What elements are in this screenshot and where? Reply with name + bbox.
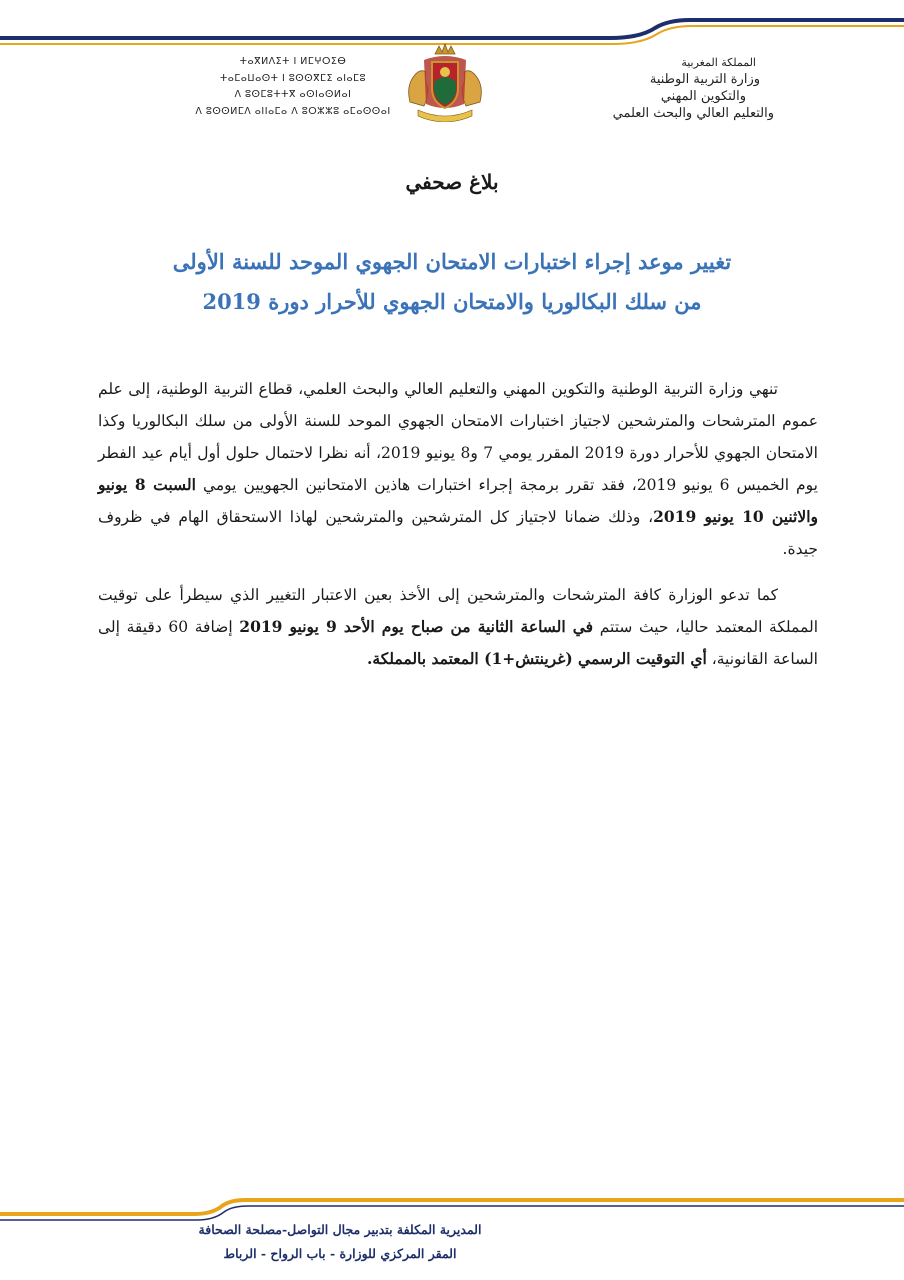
- body-paragraph: [98, 373, 818, 565]
- header-tifinagh-line: ⵜⴰⴳⵍⴷⵉⵜ ⵏ ⵍⵎⵖⵔⵉⴱ: [239, 56, 347, 67]
- royal-coat-of-arms-icon: [402, 42, 488, 122]
- header-arabic-line: المملكة المغربية: [681, 56, 756, 69]
- header-tifinagh-line: ⵜⴰⵎⴰⵡⴰⵙⵜ ⵏ ⵓⵙⵙⴳⵎⵉ ⴰⵏⴰⵎⵓ: [219, 72, 367, 84]
- document-type-title: بلاغ صحفي: [405, 170, 499, 194]
- paragraph-text: تنهي وزارة التربية الوطنية والتكوين المهني والتعليم العالي والبحث العلمي، قطاع التربية الوطنية، إلى علم عموم المترشحات والمترشحين لاجتياز اختبارات الامتحان الجهوي الموحد للسنة الأولى من سلك البكالوريا وكذا الامتحان الجهوي للأحرار دورة 2019 المقرر يومي 7 و8 يونيو 2019، أنه نظرا لاحتمال حلول أول أيام عيد الفطر يوم الخميس 6 يونيو 2019، فقد تقرر برمجة إجراء اختبارات هاذين الامتحانين الجهويين يومي: [98, 380, 818, 494]
- footer-address: [180, 1218, 500, 1266]
- body-paragraph: [98, 579, 818, 675]
- header-arabic-line: والتعليم العالي والبحث العلمي: [612, 106, 774, 121]
- ministry-header-arabic: [544, 54, 774, 122]
- header-tifinagh-line: ⴷ ⵓⵙⵎⵓⵜⵜⴳ ⴰⵙⵏⴰⵙⵍⴰⵏ: [234, 89, 352, 100]
- paragraph-text: ، وذلك ضمانا لاجتياز كل المترشحين والمترشحين لهاذا الاستحقاق الهام في ظروف جيدة.: [98, 508, 818, 558]
- paragraph-text: كما تدعو الوزارة كافة المترشحات والمترشحين إلى الأخذ بعين الاعتبار التغيير الذي سيطرأ على توقيت المملكة المعتمد حاليا، حيث ستتم: [98, 586, 819, 636]
- header-tifinagh-line: ⴷ ⵓⵙⵙⵍⵎⴷ ⴰⵏⵏⴰⵎⴰ ⴷ ⵓⵔⵣⵣⵓ ⴰⵎⴰⵙⵙⴰⵏ: [195, 105, 391, 117]
- document-subject: [120, 242, 784, 322]
- ministry-header-tifinagh: [188, 54, 398, 120]
- paragraph-text: إضافة 60 دقيقة إلى الساعة القانونية،: [98, 618, 818, 668]
- footer-line: المقر المركزي للوزارة - باب الرواح - الرباط: [223, 1246, 457, 1261]
- paragraph-emphasis: أي التوقيت الرسمي (غرينتش+1) المعتمد بالمملكة.: [367, 649, 707, 668]
- paragraph-emphasis: السبت 8 يونيو والاثنين 10 يونيو 2019: [98, 475, 818, 526]
- header-arabic-line: وزارة التربية الوطنية: [649, 72, 760, 87]
- subject-line: من سلك البكالوريا والامتحان الجهوي للأحرار دورة 2019: [202, 289, 702, 314]
- header-arabic-line: والتكوين المهني: [660, 89, 746, 104]
- footer-line: المديرية المكلفة بتدبير مجال التواصل-مصلحة الصحافة: [198, 1222, 482, 1237]
- paragraph-emphasis: في الساعة الثانية من صباح يوم الأحد 9 يونيو 2019: [239, 617, 594, 636]
- subject-line: تغيير موعد إجراء اختبارات الامتحان الجهوي الموحد للسنة الأولى: [172, 249, 732, 274]
- document-body: [98, 373, 818, 675]
